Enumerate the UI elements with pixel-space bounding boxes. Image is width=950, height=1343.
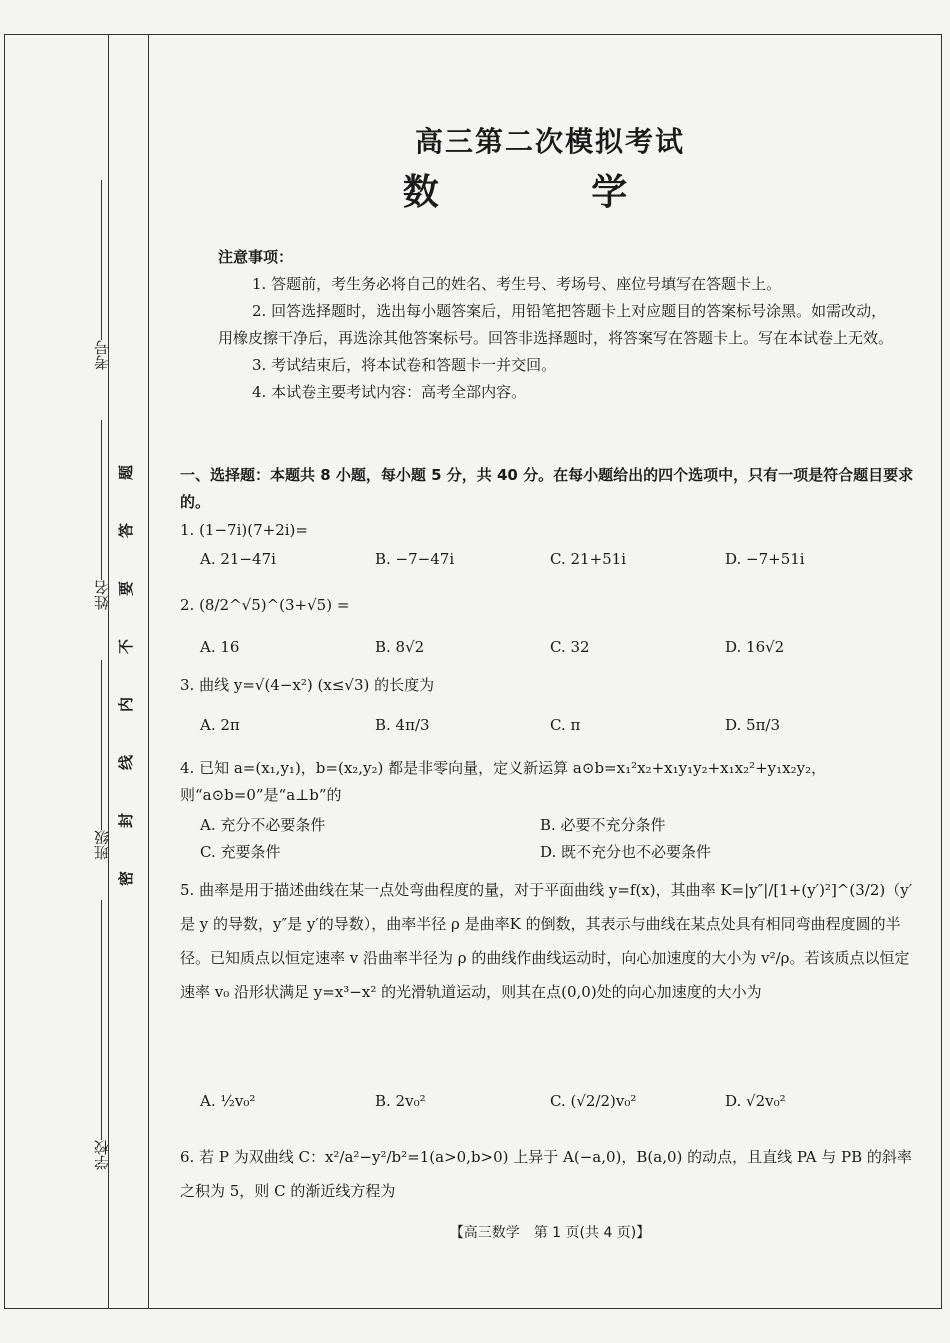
option: B. −7−47i bbox=[375, 550, 455, 568]
question-4-options bbox=[200, 812, 900, 866]
option: D. 既不充分也不必要条件 bbox=[540, 843, 712, 861]
option: C. 32 bbox=[550, 638, 590, 656]
seal-char: 封 bbox=[117, 812, 136, 829]
option: D. 5π/3 bbox=[725, 716, 781, 734]
option: B. 4π/3 bbox=[375, 716, 430, 734]
notes-heading: 注意事项： bbox=[218, 248, 294, 266]
question-2-options bbox=[200, 638, 900, 656]
binding-line-2 bbox=[148, 34, 149, 1309]
class-label: 班级 bbox=[92, 830, 111, 860]
note-item: 4. 本试卷主要考试内容：高考全部内容。 bbox=[252, 383, 527, 401]
name-line bbox=[101, 420, 102, 580]
option: C. 充要条件 bbox=[200, 843, 281, 861]
question-6-stem: 6. 若 P 为双曲线 C：x²/a²−y²/b²=1(a>0,b>0) 上异于 A(−a,0)，B(a,0) 的动点，且直线 PA 与 PB 的斜率之积为 5，则 C 的渐近线方程为 bbox=[180, 1148, 912, 1200]
option: A. 16 bbox=[200, 638, 240, 656]
question-3-options bbox=[200, 716, 900, 734]
seal-char: 答 bbox=[117, 522, 136, 539]
question-4-stem: 4. 已知 a=(x₁,y₁)，b=(x₂,y₂) 都是非零向量，定义新运算 a⊙b=x₁²x₂+x₁y₁y₂+x₁x₂²+y₁x₂y₂，则“a⊙b=0”是“a⊥b”的 bbox=[180, 759, 827, 804]
option: C. (√2/2)v₀² bbox=[550, 1092, 637, 1110]
option: D. −7+51i bbox=[725, 550, 805, 568]
note-item: 3. 考试结束后，将本试卷和答题卡一并交回。 bbox=[252, 356, 557, 374]
option: A. 充分不必要条件 bbox=[200, 816, 326, 834]
option: C. π bbox=[550, 716, 581, 734]
note-item: 2. 回答选择题时，选出每小题答案后，用铅笔把答题卡上对应题目的答案标号涂黑。如需改动，用橡皮擦干净后，再选涂其他答案标号。回答非选择题时，将答案写在答题卡上。写在本试卷上无效。 bbox=[218, 302, 894, 347]
option: D. √2v₀² bbox=[725, 1092, 786, 1110]
seal-char: 线 bbox=[117, 754, 136, 771]
section-heading: 一、选择题：本题共 8 小题，每小题 5 分，共 40 分。在每小题给出的四个选项中，只有一项是符合题目要求的。 bbox=[180, 466, 914, 511]
seal-char: 不 bbox=[117, 638, 136, 655]
class-line bbox=[101, 660, 102, 830]
question-1-stem: 1. (1−7i)(7+2i)= bbox=[180, 521, 308, 539]
option: A. ½v₀² bbox=[200, 1092, 256, 1110]
question-3-stem: 3. 曲线 y=√(4−x²) (x≤√3) 的长度为 bbox=[180, 676, 435, 694]
seal-char: 内 bbox=[117, 696, 136, 713]
seal-char: 要 bbox=[117, 580, 136, 597]
school-line bbox=[101, 900, 102, 1140]
name-label: 姓名 bbox=[92, 580, 111, 610]
seal-char: 题 bbox=[117, 464, 136, 481]
option: D. 16√2 bbox=[725, 638, 785, 656]
school-label: 学校 bbox=[92, 1140, 111, 1170]
exam-title: 高三第二次模拟考试 bbox=[414, 125, 685, 158]
question-5-options bbox=[200, 1092, 900, 1110]
subject-title: 数 学 bbox=[402, 172, 698, 213]
option: B. 8√2 bbox=[375, 638, 425, 656]
seal-char: 密 bbox=[117, 870, 136, 887]
option: A. 2π bbox=[200, 716, 240, 734]
option: C. 21+51i bbox=[550, 550, 627, 568]
exam-no-label: 考号 bbox=[92, 340, 111, 370]
option: B. 2v₀² bbox=[375, 1092, 426, 1110]
question-1-options bbox=[200, 550, 900, 568]
page-footer: 【高三数学 第 1 页(共 4 页)】 bbox=[449, 1225, 651, 1241]
question-5-stem: 5. 曲率是用于描述曲线在某一点处弯曲程度的量，对于平面曲线 y=f(x)，其曲率 K=|y″|/[1+(y′)²]^(3/2)（y′是 y 的导数，y″是 y′的导数），曲率半径 ρ 是曲率K 的倒数，其表示与曲线在某点处具有相同弯曲程度圆的半径。已知质点以恒定速率 v 沿曲率半径为 ρ 的曲线作曲线运动时，向心加速度的大小为 v²/ρ。若该质点以恒定速率 v₀ 沿形状满足 y=x³−x² 的光滑轨道运动，则其在点(0,0)处的向心加速度的大小为 bbox=[180, 881, 913, 1001]
note-item: 1. 答题前，考生务必将自己的姓名、考生号、考场号、座位号填写在答题卡上。 bbox=[252, 275, 782, 293]
notes-block bbox=[218, 244, 898, 406]
school-field bbox=[80, 900, 122, 1170]
option: B. 必要不充分条件 bbox=[540, 816, 666, 834]
question-2-stem: 2. (8/2^√5)^(3+√5) = bbox=[180, 596, 350, 614]
option: A. 21−47i bbox=[200, 550, 276, 568]
